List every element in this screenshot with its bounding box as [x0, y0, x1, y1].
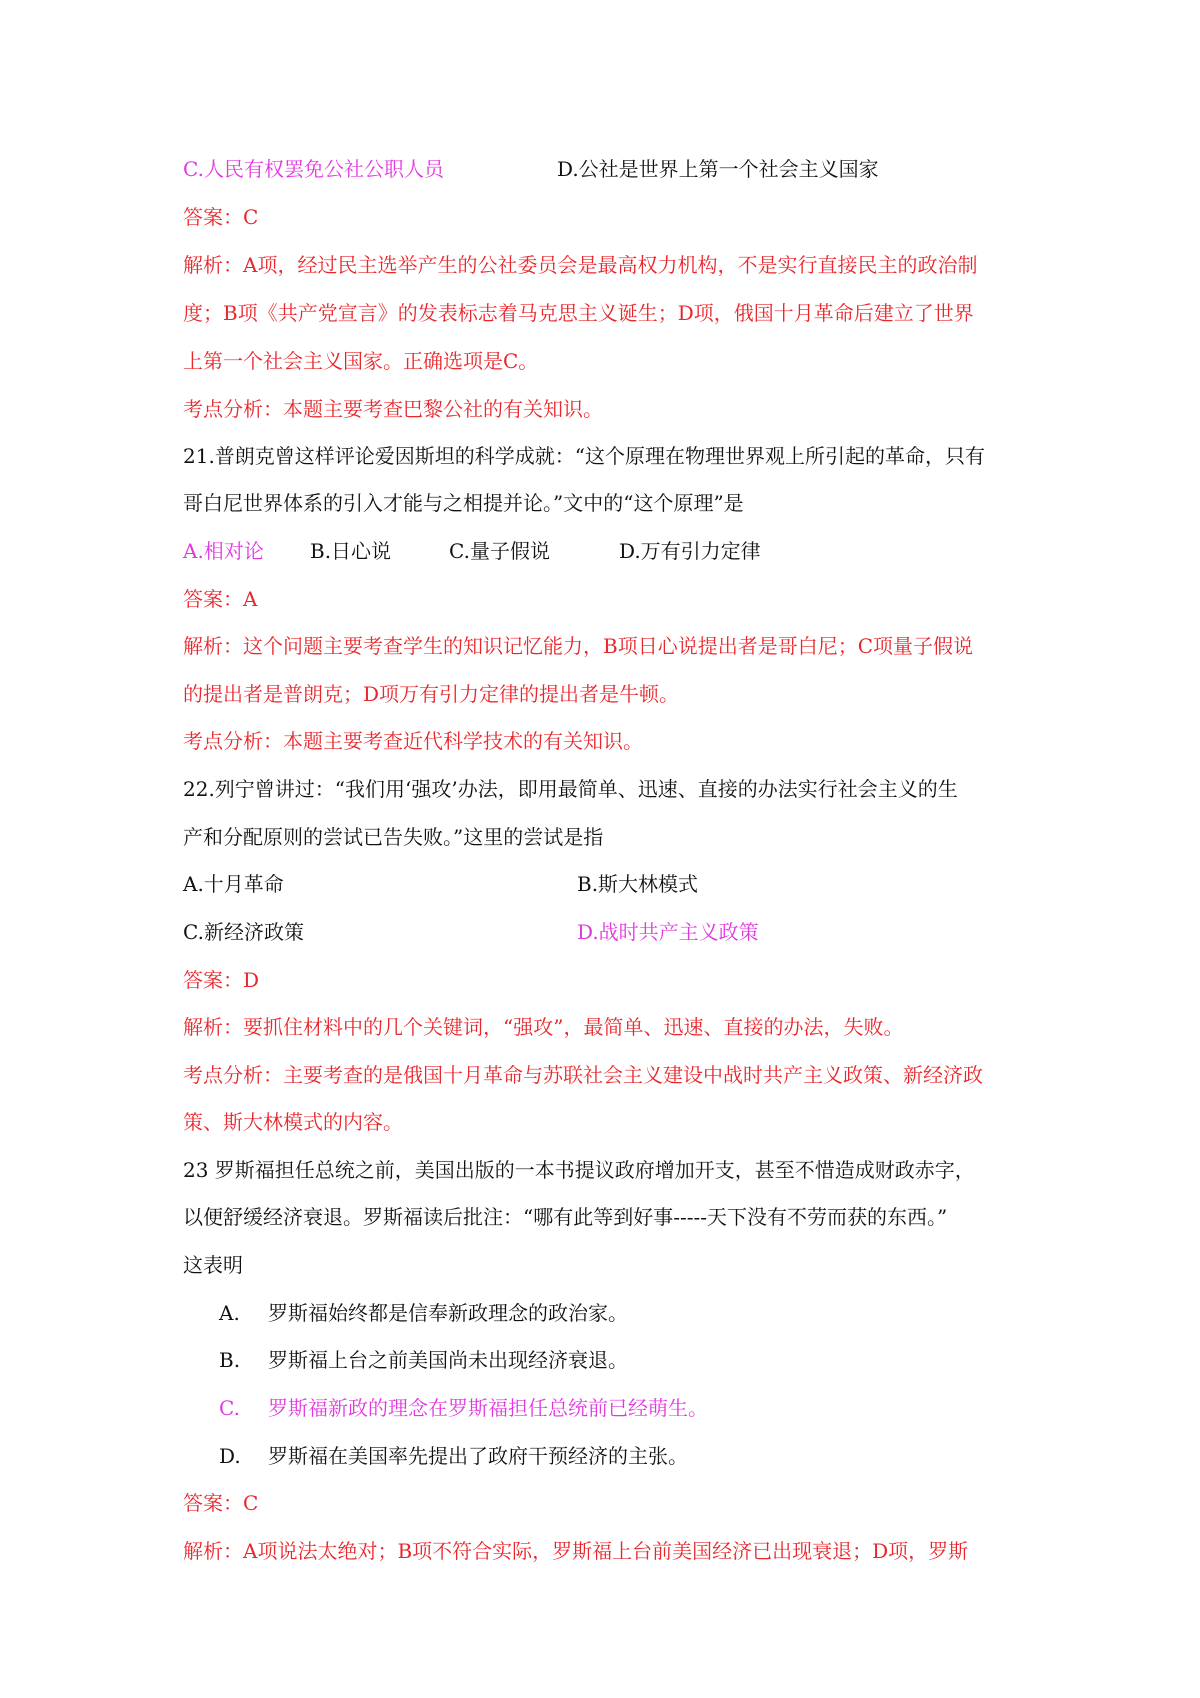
q21-answer: 答案：A	[183, 587, 258, 611]
q23-stem-line-1: 23 罗斯福担任总统之前，美国出版的一本书提议政府增加开支，甚至不惜造成财政赤字，	[183, 1158, 975, 1182]
q23-option-d-text: 罗斯福在美国率先提出了政府干预经济的主张。	[268, 1444, 688, 1468]
q22-answer: 答案：D	[183, 968, 260, 992]
q22-option-d: D.战时共产主义政策	[577, 920, 759, 944]
q22-option-a: A.十月革命	[183, 872, 284, 896]
q21-option-d: D.万有引力定律	[619, 539, 761, 563]
q23-option-a-letter: A.	[219, 1301, 240, 1325]
q21-kaodian: 考点分析：本题主要考查近代科学技术的有关知识。	[183, 729, 643, 753]
q23-stem-line-3: 这表明	[183, 1253, 243, 1277]
q23-stem-line-2: 以便舒缓经济衰退。罗斯福读后批注：“哪有此等到好事-----天下没有不劳而获的东西。”	[183, 1205, 948, 1229]
q20-kaodian: 考点分析：本题主要考查巴黎公社的有关知识。	[183, 397, 603, 421]
q22-stem-line-2: 产和分配原则的尝试已告失败。”这里的尝试是指	[183, 825, 604, 849]
q20-analysis-line-3: 上第一个社会主义国家。正确选项是C。	[183, 349, 539, 373]
q21-option-b: B.日心说	[310, 539, 392, 563]
q23-option-a-text: 罗斯福始终都是信奉新政理念的政治家。	[268, 1301, 628, 1325]
q20-analysis-line-1: 解析：A项，经过民主选举产生的公社委员会是最高权力机构，不是实行直接民主的政治制	[183, 253, 978, 277]
q23-option-c-letter: C.	[219, 1396, 240, 1420]
q22-analysis: 解析：要抓住材料中的几个关键词，“强攻”，最简单、迅速、直接的办法，失败。	[183, 1015, 904, 1039]
q21-stem-line-1: 21.普朗克曾这样评论爱因斯坦的科学成就：“这个原理在物理世界观上所引起的革命，只有	[183, 444, 986, 468]
q20-analysis-line-2: 度；B项《共产党宣言》的发表标志着马克思主义诞生；D项，俄国十月革命后建立了世界	[183, 301, 974, 325]
q21-stem-line-2: 哥白尼世界体系的引入才能与之相提并论。”文中的“这个原理”是	[183, 491, 744, 515]
q23-answer: 答案：C	[183, 1491, 259, 1515]
q23-option-d-letter: D.	[219, 1444, 241, 1468]
q22-option-b: B.斯大林模式	[577, 872, 699, 896]
q21-option-a: A.相对论	[183, 539, 264, 563]
q20-option-c: C.人民有权罢免公社公职人员	[183, 157, 444, 181]
q21-analysis-line-1: 解析：这个问题主要考查学生的知识记忆能力，B项日心说提出者是哥白尼；C项量子假说	[183, 634, 973, 658]
q22-option-c: C.新经济政策	[183, 920, 304, 944]
q21-analysis-line-2: 的提出者是普朗克；D项万有引力定律的提出者是牛顿。	[183, 682, 680, 706]
q22-stem-line-1: 22.列宁曾讲过：“我们用‘强攻’办法，即用最简单、迅速、直接的办法实行社会主义的生	[183, 777, 958, 801]
q21-option-c: C.量子假说	[449, 539, 550, 563]
q20-answer: 答案：C	[183, 205, 259, 229]
q23-option-c-text: 罗斯福新政的理念在罗斯福担任总统前已经萌生。	[268, 1396, 708, 1420]
q23-option-b-letter: B.	[219, 1348, 241, 1372]
q22-kaodian-line-2: 策、斯大林模式的内容。	[183, 1110, 403, 1134]
q22-kaodian-line-1: 考点分析：主要考查的是俄国十月革命与苏联社会主义建设中战时共产主义政策、新经济政	[183, 1063, 983, 1087]
q20-option-d: D.公社是世界上第一个社会主义国家	[557, 157, 879, 181]
q23-option-b-text: 罗斯福上台之前美国尚未出现经济衰退。	[268, 1348, 628, 1372]
q23-analysis-line-1: 解析：A项说法太绝对；B项不符合实际，罗斯福上台前美国经济已出现衰退；D项，罗斯	[183, 1539, 969, 1563]
